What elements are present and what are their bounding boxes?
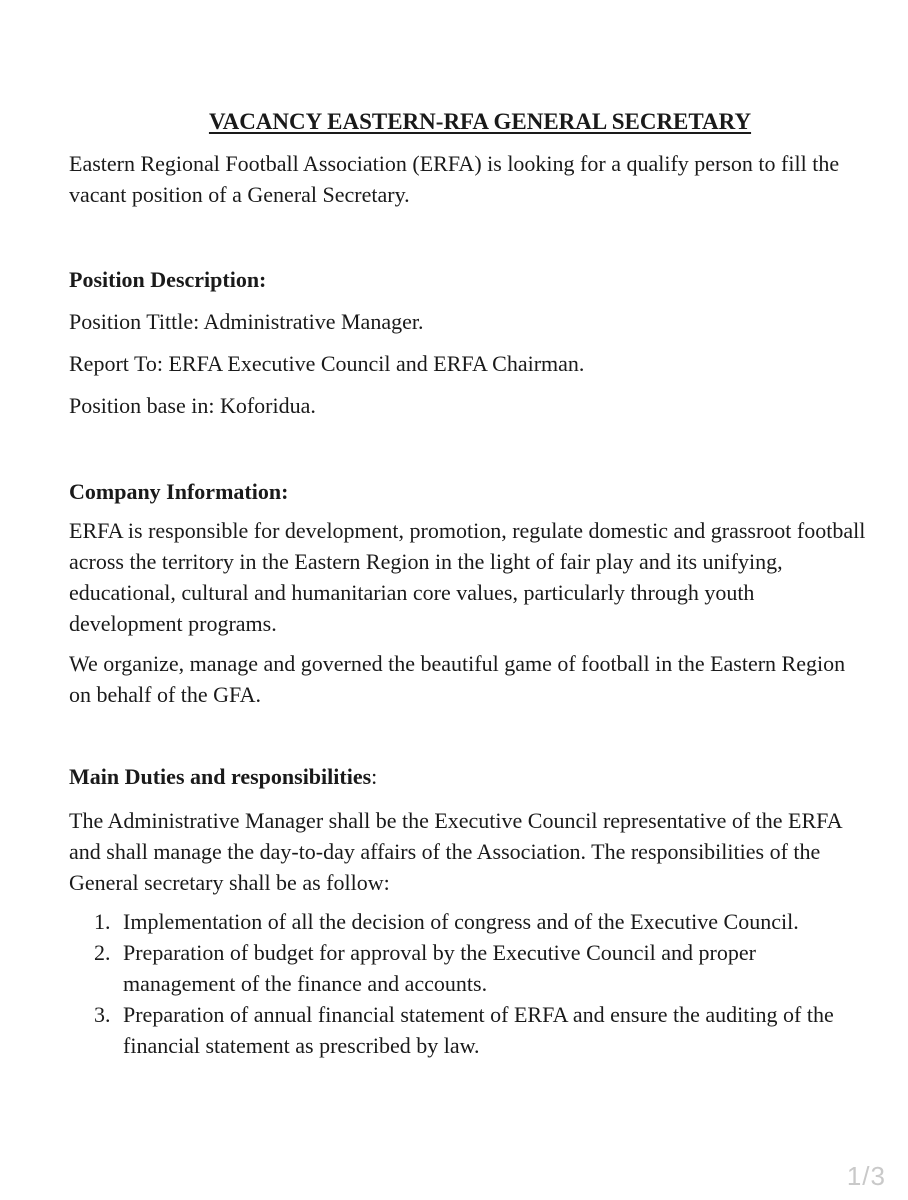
list-item-text: Preparation of annual financial statement of ERFA and ensure the auditing of the financial statement as prescribed by law.: [123, 1002, 834, 1058]
position-title-line: Position Tittle: Administrative Manager.: [69, 309, 424, 334]
position-description-heading: Position Description:: [69, 267, 267, 292]
company-paragraph-2: We organize, manage and governed the beautiful game of football in the Eastern Region on behalf of the GFA.: [69, 651, 846, 707]
company-information-heading: Company Information:: [69, 479, 289, 504]
document-title: VACANCY EASTERN-RFA GENERAL SECRETARY: [208, 109, 752, 134]
main-duties-intro: The Administrative Manager shall be the Executive Council representative of the ERFA and shall manage the day-to-day affairs of the Association. The responsibilities of the General secretary shall be as follow:: [69, 808, 842, 895]
list-item: [69, 937, 869, 999]
list-item-number: 2.: [94, 940, 111, 965]
list-item-number: 3.: [94, 1002, 111, 1027]
position-base-line: Position base in: Koforidua.: [69, 393, 316, 418]
main-duties-heading: [69, 761, 869, 792]
intro-paragraph: Eastern Regional Football Association (ERFA) is looking for a qualify person to fill the vacant position of a General Secretary.: [69, 151, 840, 207]
list-item-text: Preparation of budget for approval by the Executive Council and proper management of the finance and accounts.: [123, 940, 756, 996]
company-paragraph-1: ERFA is responsible for development, promotion, regulate domestic and grassroot football across the territory in the Eastern Region in the light of fair play and its unifying, educational, cultural and humanitarian core values, particularly through youth development programs.: [69, 518, 866, 636]
report-to-line: Report To: ERFA Executive Council and ERFA Chairman.: [69, 351, 585, 376]
list-item-text: Implementation of all the decision of congress and of the Executive Council.: [123, 909, 799, 934]
main-duties-heading-text: Main Duties and responsibilities: [69, 764, 372, 789]
page-indicator: 1/3: [846, 1161, 886, 1191]
duties-list: [69, 906, 869, 1061]
list-item: [69, 999, 869, 1061]
list-item-number: 1.: [94, 909, 111, 934]
list-item: [69, 906, 869, 937]
main-duties-heading-colon: :: [371, 764, 378, 789]
